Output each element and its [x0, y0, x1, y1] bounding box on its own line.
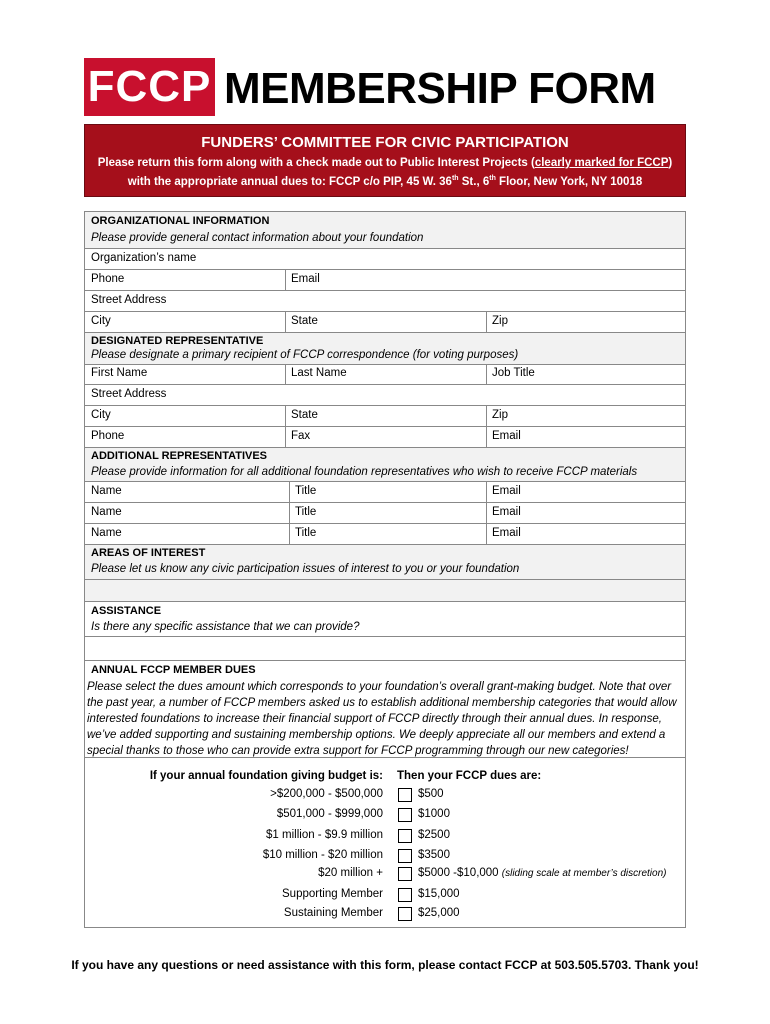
addl-section-header	[84, 448, 686, 482]
page-title: MEMBERSHIP FORM	[224, 64, 656, 113]
rep-city-row	[84, 406, 686, 427]
dues-explanation: Please select the dues amount which corresponds to your foundation’s overall grant-making budget. Note that over the past year, a number of FCCP members asked us to establish additional membership categories that would allow interested foundations to increase their financial support of FCCP directly through their annual dues. In response, we’ve added supporting and sustaining membership options. We deeply appreciate all our members and extend a special thanks to those who can provide extra support for FCCP programming through our new categories!	[87, 681, 677, 757]
org-state-field[interactable]: State	[291, 315, 318, 327]
assist-section-header	[84, 602, 686, 637]
rep-contact-row	[84, 427, 686, 448]
banner-instructions: Please return this form along with a check made out to Public Interest Projects (clearly marked for FCCP) with the appropriate annual dues to: FCCP c/o PIP, 45 W. 36th St., 6th Floor, New York, NY 10018	[97, 157, 673, 188]
addl-name-field[interactable]: Name	[91, 527, 122, 539]
dues-checkbox[interactable]	[398, 867, 412, 881]
rep-state-field[interactable]: State	[291, 409, 318, 421]
addl-name-field[interactable]: Name	[91, 506, 122, 518]
org-city-field[interactable]: City	[91, 315, 111, 327]
section-instruction: Please provide general contact information about your foundation	[91, 232, 424, 244]
dues-amount: $25,000	[418, 907, 460, 919]
section-instruction: Please let us know any civic participation issues of interest to you or your foundation	[91, 563, 520, 575]
org-street-field[interactable]	[84, 291, 686, 312]
dues-checkbox[interactable]	[398, 907, 412, 921]
dues-checkbox[interactable]	[398, 849, 412, 863]
section-heading: AREAS OF INTEREST	[91, 547, 206, 559]
section-instruction: Please designate a primary recipient of FCCP correspondence (for voting purposes)	[91, 349, 519, 361]
org-city-row	[84, 312, 686, 333]
dues-amount: $15,000	[418, 888, 460, 900]
dues-checkbox[interactable]	[398, 888, 412, 902]
rep-first-name-field[interactable]: First Name	[91, 367, 148, 379]
section-heading: DESIGNATED REPRESENTATIVE	[91, 335, 264, 347]
section-instruction: Please provide information for all additional foundation representatives who wish to receive FCCP materials	[91, 466, 638, 478]
dues-section-header	[84, 661, 686, 758]
rep-job-title-field[interactable]: Job Title	[492, 367, 535, 379]
addl-title-field[interactable]: Title	[295, 527, 317, 539]
addl-rep-row	[84, 524, 686, 545]
footer-contact: If you have any questions or need assistance with this form, please contact FCCP at 503.505.5703. Thank you!	[71, 958, 699, 972]
addl-name-field[interactable]: Name	[91, 485, 122, 497]
dues-amount-header: Then your FCCP dues are:	[397, 770, 542, 782]
rep-zip-field[interactable]: Zip	[492, 409, 508, 421]
fccp-logo: FCCP	[84, 58, 215, 116]
field-label: Organization’s name	[91, 252, 197, 264]
dues-budget-header: If your annual foundation giving budget is:	[149, 770, 383, 782]
rep-fax-field[interactable]: Fax	[291, 430, 311, 442]
rep-phone-field[interactable]: Phone	[91, 430, 125, 442]
dues-budget-range: Sustaining Member	[283, 907, 383, 919]
rep-street-field[interactable]	[84, 385, 686, 406]
section-heading: ANNUAL FCCP MEMBER DUES	[91, 664, 256, 676]
rep-last-name-field[interactable]: Last Name	[291, 367, 347, 379]
dues-checkbox[interactable]	[398, 788, 412, 802]
dues-budget-range: $20 million +	[318, 867, 383, 879]
dues-table	[84, 758, 686, 928]
org-phone-field[interactable]: Phone	[91, 273, 125, 285]
banner-title: FUNDERS’ COMMITTEE FOR CIVIC PARTICIPATION	[201, 134, 569, 151]
org-zip-field[interactable]: Zip	[492, 315, 508, 327]
section-heading: ADDITIONAL REPRESENTATIVES	[91, 450, 268, 462]
section-instruction: Is there any specific assistance that we can provide?	[91, 621, 360, 633]
org-email-field[interactable]: Email	[291, 273, 320, 285]
dues-amount: $3500	[418, 849, 450, 861]
rep-city-field[interactable]: City	[91, 409, 111, 421]
assist-input[interactable]	[84, 637, 686, 661]
addl-email-field[interactable]: Email	[492, 485, 521, 497]
dues-amount: $5000 -$10,000 (sliding scale at member’s discretion)	[418, 867, 667, 879]
interest-input[interactable]	[84, 580, 686, 602]
header-banner	[84, 124, 686, 197]
dues-amount: $1000	[418, 808, 450, 820]
dues-budget-range: $1 million - $9.9 million	[266, 829, 383, 841]
rep-section-header	[84, 333, 686, 365]
dues-budget-range: Supporting Member	[282, 888, 383, 900]
org-contact-row	[84, 270, 686, 291]
dues-amount: $2500	[418, 829, 450, 841]
dues-budget-range: >$200,000 - $500,000	[270, 788, 383, 800]
org-name-field[interactable]	[84, 249, 686, 270]
field-label: Street Address	[91, 388, 167, 400]
org-section-header	[84, 211, 686, 249]
addl-email-field[interactable]: Email	[492, 527, 521, 539]
addl-rep-row	[84, 482, 686, 503]
rep-email-field[interactable]: Email	[492, 430, 521, 442]
dues-amount: $500	[418, 788, 444, 800]
addl-rep-row	[84, 503, 686, 524]
rep-name-row	[84, 365, 686, 385]
addl-email-field[interactable]: Email	[492, 506, 521, 518]
dues-checkbox[interactable]	[398, 829, 412, 843]
section-heading: ORGANIZATIONAL INFORMATION	[91, 215, 270, 227]
dues-budget-range: $501,000 - $999,000	[276, 808, 383, 820]
addl-title-field[interactable]: Title	[295, 506, 317, 518]
interest-section-header	[84, 545, 686, 580]
section-heading: ASSISTANCE	[91, 605, 162, 617]
dues-budget-range: $10 million - $20 million	[262, 849, 383, 861]
field-label: Street Address	[91, 294, 167, 306]
dues-checkbox[interactable]	[398, 808, 412, 822]
addl-title-field[interactable]: Title	[295, 485, 317, 497]
